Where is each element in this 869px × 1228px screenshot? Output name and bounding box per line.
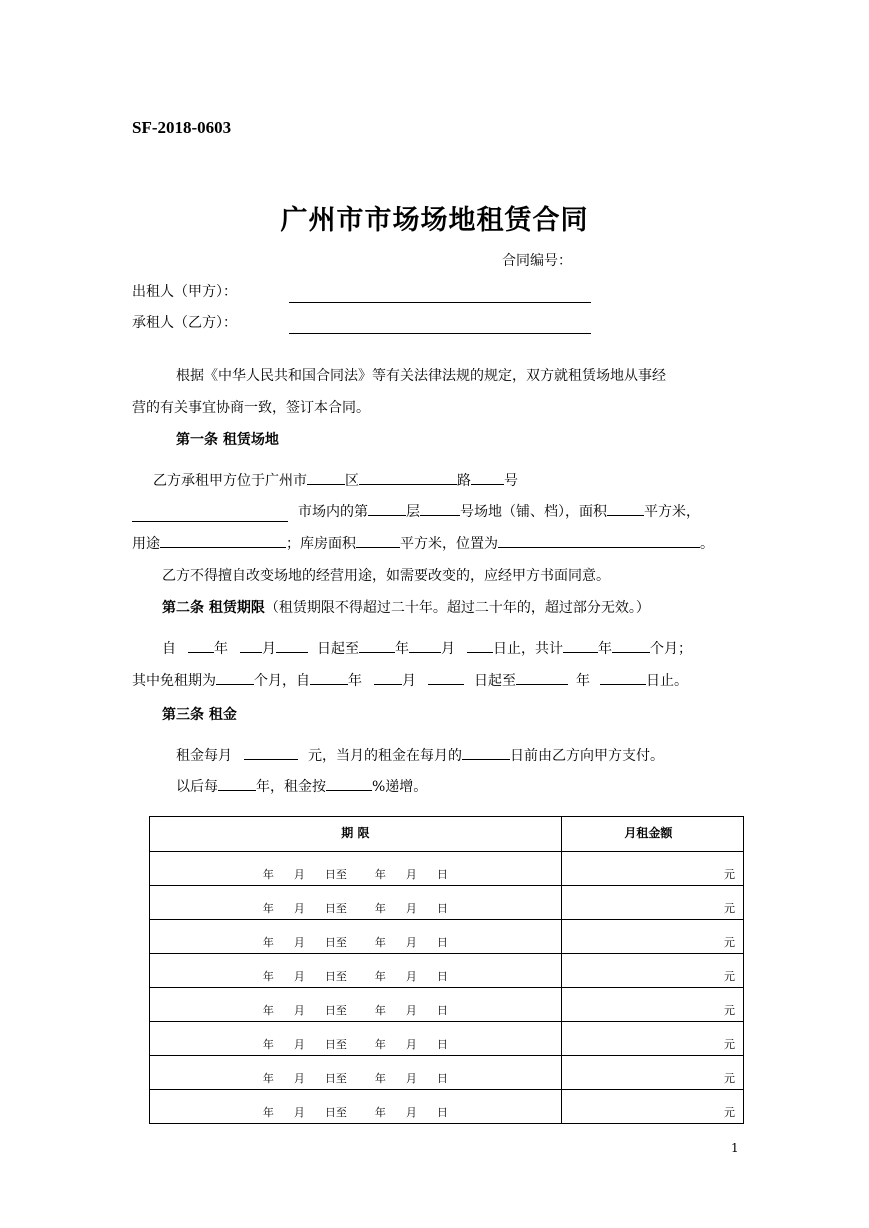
period-part: 年	[262, 936, 274, 949]
article-1-heading: 第一条 租赁场地	[176, 432, 279, 448]
intro-line-1: 根据《中华人民共和国合同法》等有关法律法规的规定，双方就租赁场地从事经	[176, 368, 666, 384]
period-part: 年	[374, 902, 386, 915]
amount-cell: 元	[561, 1022, 743, 1056]
period-part: 日	[436, 1106, 448, 1119]
lessor-line	[289, 302, 591, 303]
period-part: 日	[436, 868, 448, 881]
article-2-heading: 第二条 租赁期限	[162, 600, 265, 616]
period-part: 月	[293, 936, 305, 949]
period-part: 月	[405, 1038, 417, 1051]
period-cell	[150, 1022, 562, 1056]
article-2-note: （租赁期限不得超过二十年。超过二十年的，超过部分无效。）	[264, 600, 650, 616]
period-part: 月	[405, 1106, 417, 1119]
page-number: 1	[731, 1141, 739, 1155]
market-name-line	[132, 521, 288, 522]
period-part: 年	[374, 868, 386, 881]
period-part: 年	[374, 1106, 386, 1119]
period-part: 日	[436, 970, 448, 983]
period-cell	[150, 1090, 562, 1124]
contract-title: 广州市市场场地租赁合同	[280, 205, 589, 236]
period-part: 月	[293, 1004, 305, 1017]
lessee-label: 承租人（乙方）：	[132, 315, 237, 331]
lessor-label: 出租人（甲方）：	[132, 284, 237, 300]
table-row	[150, 1022, 744, 1056]
period-part: 日至	[324, 1038, 347, 1051]
period-part: 日至	[324, 936, 347, 949]
period-part: 月	[405, 1072, 417, 1085]
article-2-para-2: 其中免租期为 个月，自 年 月 日起至 年 日止。	[132, 670, 688, 690]
lessee-line	[289, 333, 591, 334]
article-3-heading: 第三条 租金	[162, 707, 237, 723]
table-row	[150, 886, 744, 920]
period-part: 日至	[324, 902, 347, 915]
table-row	[150, 1090, 744, 1124]
period-part: 年	[262, 1072, 274, 1085]
period-part: 日	[436, 936, 448, 949]
period-part: 年	[374, 936, 386, 949]
period-part: 年	[262, 902, 274, 915]
period-cell	[150, 920, 562, 954]
document-code: SF-2018-0603	[132, 118, 232, 137]
period-cell	[150, 852, 562, 886]
table-row	[150, 954, 744, 988]
period-cell	[150, 988, 562, 1022]
period-part: 月	[405, 936, 417, 949]
period-part: 月	[405, 902, 417, 915]
article-2-para-1: 自 年 月 日起至 年 月 日止，共计 年 个月；	[162, 638, 692, 658]
period-part: 日至	[324, 970, 347, 983]
period-part: 月	[293, 868, 305, 881]
period-part: 年	[262, 970, 274, 983]
table-row	[150, 852, 744, 886]
amount-cell: 元	[561, 1056, 743, 1090]
period-part: 年	[374, 970, 386, 983]
period-cell	[150, 954, 562, 988]
period-cell	[150, 886, 562, 920]
article-1-para-1: 乙方承租甲方位于广州市 区 路 号	[153, 470, 518, 490]
period-part: 月	[405, 868, 417, 881]
article-2-heading-row	[162, 597, 650, 617]
amount-cell: 元	[561, 1090, 743, 1124]
period-part: 日	[436, 1004, 448, 1017]
amount-cell: 元	[561, 920, 743, 954]
header-period: 期 限	[150, 817, 562, 852]
rent-schedule-table	[149, 816, 744, 1124]
table-row	[150, 988, 744, 1022]
intro-line-2: 营的有关事宜协商一致，签订本合同。	[132, 400, 370, 416]
period-part: 月	[293, 902, 305, 915]
period-part: 日至	[324, 1004, 347, 1017]
article-1-para-3: 用途 ；库房面积 平方米，位置为 。	[132, 533, 714, 553]
amount-cell: 元	[561, 954, 743, 988]
table-row	[150, 1056, 744, 1090]
article-3-para-1: 租金每月 元，当月的租金在每月的 日前由乙方向甲方支付。	[176, 745, 664, 765]
table-row	[150, 920, 744, 954]
period-part: 年	[262, 868, 274, 881]
period-part: 年	[262, 1106, 274, 1119]
amount-cell: 元	[561, 988, 743, 1022]
period-part: 月	[405, 970, 417, 983]
period-part: 月	[293, 1072, 305, 1085]
period-part: 月	[293, 1106, 305, 1119]
period-part: 年	[374, 1004, 386, 1017]
period-cell	[150, 1056, 562, 1090]
period-part: 月	[293, 970, 305, 983]
amount-cell: 元	[561, 852, 743, 886]
period-part: 日	[436, 902, 448, 915]
article-1-para-4: 乙方不得擅自改变场地的经营用途，如需要改变的，应经甲方书面同意。	[162, 568, 610, 584]
period-part: 日至	[324, 868, 347, 881]
period-part: 月	[405, 1004, 417, 1017]
article-3-para-2: 以后每 年，租金按 %递增。	[176, 776, 427, 796]
contract-no-label: 合同编号：	[502, 253, 572, 269]
period-part: 年	[374, 1072, 386, 1085]
period-part: 日	[436, 1072, 448, 1085]
period-part: 年	[262, 1038, 274, 1051]
period-part: 年	[374, 1038, 386, 1051]
article-1-para-2: 市场内的第 层 号场地（铺、档），面积 平方米，	[298, 501, 700, 521]
period-part: 日至	[324, 1072, 347, 1085]
period-part: 日至	[324, 1106, 347, 1119]
period-part: 月	[293, 1038, 305, 1051]
period-part: 日	[436, 1038, 448, 1051]
header-monthly-rent: 月租金额	[561, 817, 743, 852]
period-part: 年	[262, 1004, 274, 1017]
table-header-row	[150, 817, 744, 852]
amount-cell: 元	[561, 886, 743, 920]
